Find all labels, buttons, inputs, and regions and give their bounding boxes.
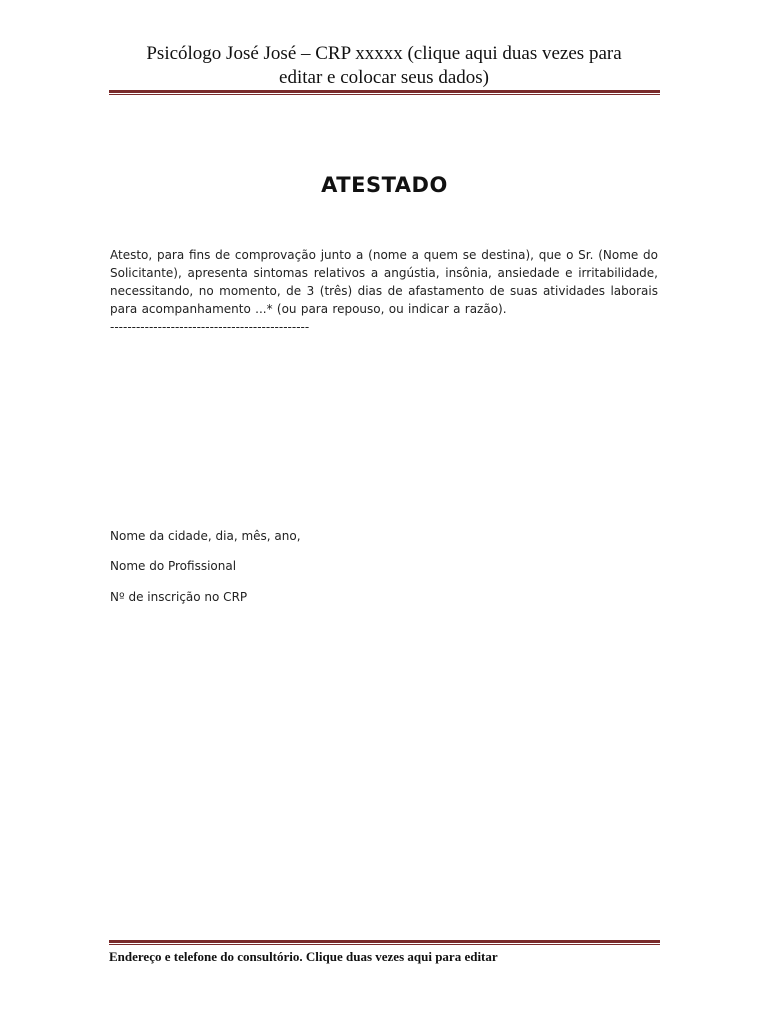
- dashed-line: ----------------------------------------------: [110, 320, 310, 334]
- footer-divider-thin: [109, 944, 660, 945]
- footer-divider: [109, 940, 660, 945]
- crp-number-line: Nº de inscrição no CRP: [110, 590, 248, 604]
- header-divider: [109, 90, 660, 95]
- header-line-2: editar e colocar seus dados): [279, 67, 489, 88]
- page-header[interactable]: [100, 42, 668, 90]
- page-footer[interactable]: Endereço e telefone do consultório. Clique duas vezes aqui para editar: [109, 949, 498, 964]
- header-line-1: Psicólogo José José – CRP xxxxx (clique aqui duas vezes para: [146, 43, 622, 64]
- city-date-line: Nome da cidade, dia, mês, ano,: [110, 529, 301, 543]
- footer-divider-thick: [109, 940, 660, 943]
- header-divider-thick: [109, 90, 660, 93]
- header-divider-thin: [109, 94, 660, 95]
- document-body-text: Atesto, para fins de comprovação junto a (nome a quem se destina), que o Sr. (Nome do Solicitante), apresenta sintomas relativos a angústia, insônia, ansiedade e irritabilidade, necessitando, no momento, de 3 (três) dias de afastamento de suas atividades laborais para acompanhamento ...* (ou para repouso, ou indicar a razão).: [110, 248, 658, 316]
- professional-name-line: Nome do Profissional: [110, 559, 237, 573]
- document-body[interactable]: [110, 246, 658, 336]
- document-title: ATESTADO: [321, 173, 448, 197]
